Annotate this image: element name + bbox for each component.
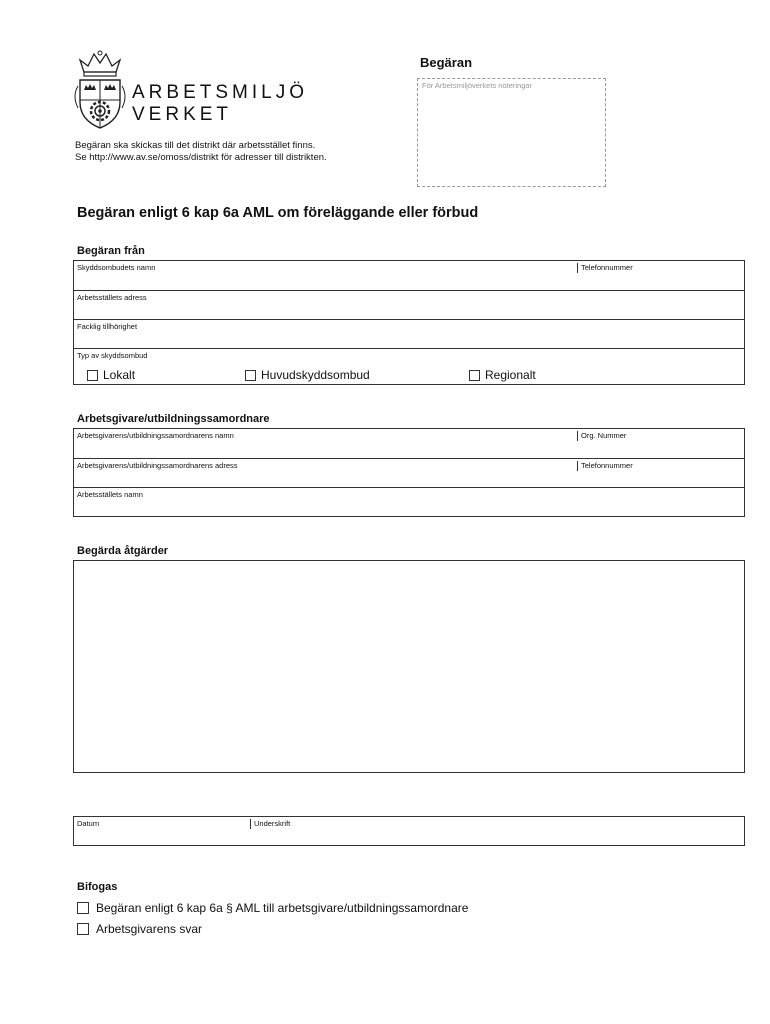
employer-phone-label: Telefonnummer	[581, 461, 633, 470]
intro-line-2: Se http://www.av.se/omoss/distrikt för adresser till distrikten.	[75, 152, 327, 163]
option-regional-label: Regionalt	[485, 368, 536, 382]
workplace-name-label: Arbetsställets namn	[77, 490, 143, 499]
measures-textarea[interactable]	[73, 560, 745, 773]
option-main[interactable]	[245, 368, 370, 382]
signature-label: Underskrift	[254, 819, 291, 828]
employer-name-row[interactable]	[74, 429, 744, 459]
section-title-from: Begäran från	[77, 245, 145, 257]
agency-notes-label: För Arbetsmiljöverkets noteringar	[422, 81, 533, 90]
section-title-measures: Begärda åtgärder	[77, 545, 169, 557]
option-regional[interactable]	[469, 368, 536, 382]
logo-line-1: ARBETSMILJÖ	[132, 82, 308, 103]
option-local[interactable]	[87, 368, 135, 382]
field-separator	[577, 263, 578, 273]
org-number-label: Org. Nummer	[581, 431, 627, 440]
checkbox-attach-response[interactable]	[77, 923, 89, 935]
checkbox-regional[interactable]	[469, 370, 480, 381]
field-separator	[577, 431, 578, 441]
logo-line-2: VERKET	[132, 104, 233, 125]
agency-logo	[70, 50, 310, 132]
attachment-item-response[interactable]	[77, 922, 202, 936]
section-title-employer: Arbetsgivare/utbildningssamordnare	[77, 413, 270, 425]
workplace-address-row[interactable]	[74, 291, 744, 320]
option-main-label: Huvudskyddsombud	[261, 368, 370, 382]
employer-address-row[interactable]	[74, 459, 744, 488]
request-title: Begäran	[420, 55, 473, 70]
checkbox-attach-request[interactable]	[77, 902, 89, 914]
signature-field[interactable]	[252, 817, 744, 845]
intro-line-1: Begäran ska skickas till det distrikt där arbetsstället finns.	[75, 140, 316, 151]
attachment-request-label: Begäran enligt 6 kap 6a § AML till arbetsgivare/utbildningssamordnare	[96, 901, 469, 915]
workplace-address-label: Arbetsställets adress	[77, 293, 147, 302]
signature-box	[73, 816, 745, 846]
section-title-attachments: Bifogas	[77, 881, 118, 893]
field-separator	[577, 461, 578, 471]
option-local-label: Lokalt	[103, 368, 136, 382]
attachment-response-label: Arbetsgivarens svar	[96, 922, 203, 936]
workplace-name-row[interactable]	[74, 488, 744, 516]
rep-type-row	[74, 349, 744, 384]
date-label: Datum	[77, 819, 100, 828]
employer-address-label: Arbetsgivarens/utbildningssamordnarens adress	[77, 461, 238, 470]
attachment-item-request[interactable]	[77, 901, 468, 915]
checkbox-local[interactable]	[87, 370, 98, 381]
rep-type-label: Typ av skyddsombud	[77, 351, 148, 360]
date-field[interactable]	[74, 817, 250, 845]
coat-of-arms-icon	[70, 50, 130, 132]
employer-section-box	[73, 428, 745, 517]
agency-notes-box	[417, 78, 606, 187]
from-section-box	[73, 260, 745, 385]
intro-text	[75, 140, 327, 164]
field-separator	[250, 819, 251, 829]
checkbox-main[interactable]	[245, 370, 256, 381]
rep-name-label: Skyddsombudets namn	[77, 263, 156, 272]
union-row[interactable]	[74, 320, 744, 349]
employer-name-label: Arbetsgivarens/utbildningssamordnarens namn	[77, 431, 234, 440]
rep-name-row[interactable]	[74, 261, 744, 291]
phone-label: Telefonnummer	[581, 263, 633, 272]
form-title: Begäran enligt 6 kap 6a AML om föreläggande eller förbud	[77, 205, 479, 221]
union-label: Facklig tillhörighet	[77, 322, 138, 331]
